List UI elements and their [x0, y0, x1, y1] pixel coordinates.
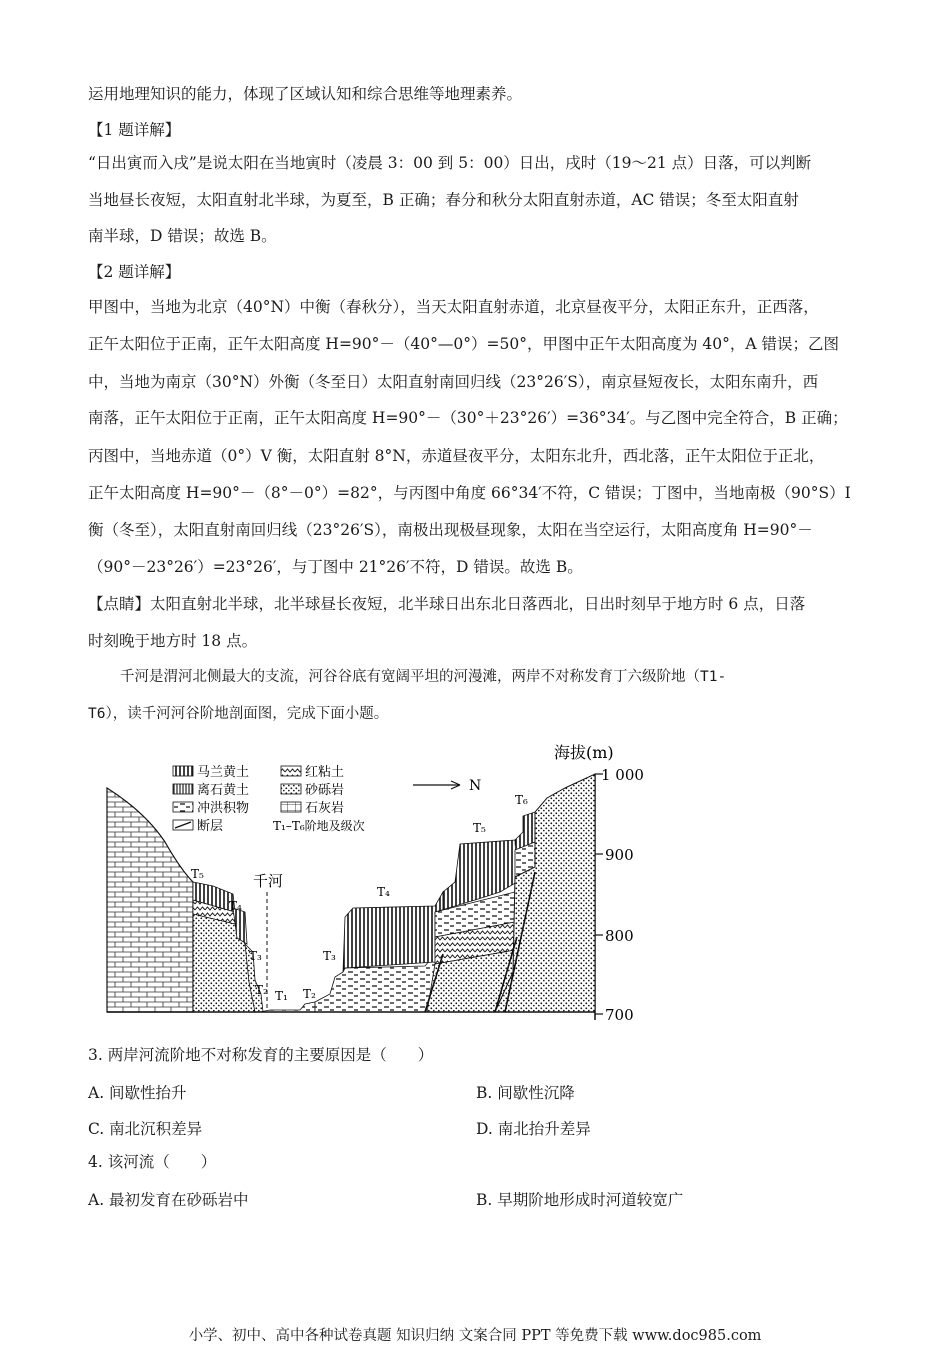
tick-label-1000: 1 000 [601, 766, 644, 784]
text-line: 甲图中，当地为北京（40°N）中衡（春秋分），当天太阳直射赤道，北京昼夜平分，太阳正东升，正西落， [88, 298, 819, 316]
hint-line: 时刻晚于地方时 18 点。 [88, 632, 258, 650]
north-arrow [413, 778, 481, 794]
text-line: 正午太阳高度 H=90°－（8°－0°）=82°，与丙图中角度 66°34′不符，C 错误；丁图中，当地南极（90°S）I [88, 484, 851, 502]
terrace-label-t4-left: T₄ [229, 899, 242, 913]
legend-label-fault: 断层 [197, 819, 224, 834]
section-heading-2: 【2 题详解】 [88, 263, 181, 281]
text-line: 中，当地为南京（30°N）外衡（冬至日）太阳直射南回归线（23°26′S），南京昼短夜长，太阳东南升，西 [88, 373, 819, 391]
legend-swatch-limestone [281, 802, 301, 812]
hint-line: 【点睛】太阳直射北半球，北半球昼长夜短，北半球日出东北日落西北，日出时刻早于地方时 6 点，日落 [88, 595, 806, 613]
text-line: 正午太阳位于正南，正午太阳高度 H=90°－（40°—0°）=50°，甲图中正午太阳高度为 40°，A 错误；乙图 [88, 335, 839, 353]
terrace-label-t6-right: T₆ [515, 793, 528, 807]
text-line: 南落，正午太阳位于正南，正午太阳高度 H=90°－（30°＋23°26′）=36°34′。与乙图中完全符合，B 正确； [88, 409, 848, 427]
question-3: 3. 两岸河流阶地不对称发育的主要原因是（ ） [88, 1046, 434, 1064]
legend-label-conglomerate: 砂砾岩 [305, 783, 345, 798]
legend-swatch-conglomerate [281, 784, 301, 794]
legend-swatch-alluvial [173, 802, 193, 812]
text-line: 衡（冬至），太阳直射南回归线（23°26′S），南极出现极昼现象，太阳在当空运行，太阳高度角 H=90°－ [88, 521, 813, 539]
axis-title: 海拔(m) [554, 743, 614, 762]
question-4: 4. 该河流（ ） [88, 1153, 217, 1171]
legend-label-redclay: 红粘土 [305, 765, 345, 780]
terrace-label-t1: T₁ [275, 989, 288, 1003]
terrace-label-t2-right: T₂ [303, 987, 316, 1001]
legend-label-terrace: T₁–T₆阶地及级次 [273, 819, 365, 833]
terrace-label-t3-left: T₃ [249, 949, 262, 963]
terrace-label-t5-right: T₅ [473, 821, 486, 835]
river-terrace-profile [95, 732, 655, 1027]
terrace-label-t3-right: T₃ [323, 949, 336, 963]
text-line: 运用地理知识的能力，体现了区域认知和综合思维等地理素养。 [88, 85, 523, 103]
option-3c[interactable]: C. 南北沉积差异 [88, 1120, 203, 1138]
page-footer: 小学、初中、高中各种试卷真题 知识归纳 文案合同 PPT 等免费下载 www.doc985.com [188, 1328, 762, 1344]
legend-label-malan: 马兰黄土 [197, 765, 250, 780]
terrace-label-t2-left: T₂ [255, 983, 268, 997]
legend-swatch-malan [173, 766, 193, 776]
option-3d[interactable]: D. 南北抬升差异 [476, 1120, 591, 1138]
tick-label-800: 800 [605, 927, 634, 945]
option-3a[interactable]: A. 间歇性抬升 [88, 1084, 187, 1102]
floodplain [260, 1002, 315, 1012]
option-3b[interactable]: B. 间歇性沉降 [476, 1084, 575, 1102]
legend-label-lishi: 离石黄土 [197, 783, 250, 798]
text-line: 当地昼长夜短，太阳直射北半球，为夏至，B 正确；春分和秋分太阳直射赤道，AC 错误；冬至太阳直射 [88, 191, 799, 209]
text-line: （90°－23°26′）=23°26′，与丁图中 21°26′不符，D 错误。故选 B。 [88, 558, 583, 576]
passage-line: T6），读千河河谷阶地剖面图，完成下面小题。 [88, 706, 389, 722]
legend-label-limestone: 石灰岩 [305, 801, 345, 816]
terrace-label-t5-left: T₅ [191, 867, 204, 881]
option-4b[interactable]: B. 早期阶地形成时河道较宽广 [476, 1191, 684, 1209]
terrace-label-t4-right: T₄ [377, 885, 390, 899]
option-4a[interactable]: A. 最初发育在砂砾岩中 [88, 1191, 249, 1209]
legend-swatch-redclay [281, 766, 301, 776]
river-label: 千河 [253, 872, 284, 890]
loess-right-t4 [343, 892, 443, 972]
tick-label-900: 900 [605, 846, 634, 864]
legend [173, 764, 365, 834]
text-line: 丙图中，当地赤道（0°）V 衡，太阳直射 8°N，赤道昼夜平分，太阳东北升，西北落，正午太阳位于正北， [88, 447, 825, 465]
section-heading-1: 【1 题详解】 [88, 121, 181, 139]
tick-label-700: 700 [605, 1006, 634, 1024]
legend-swatch-lishi [173, 784, 193, 794]
north-label: N [469, 778, 482, 794]
text-line: “日出寅而入戌”是说太阳在当地寅时（凌晨 3：00 到 5：00）日出，戌时（19～21 点）日落，可以判断 [88, 154, 812, 172]
passage-line: 千河是渭河北侧最大的支流，河谷谷底有宽阔平坦的河漫滩，两岸不对称发育丁六级阶地（T1- [120, 669, 727, 685]
text-line: 南半球，D 错误；故选 B。 [88, 227, 277, 245]
legend-label-alluvial: 冲洪积物 [197, 801, 250, 816]
